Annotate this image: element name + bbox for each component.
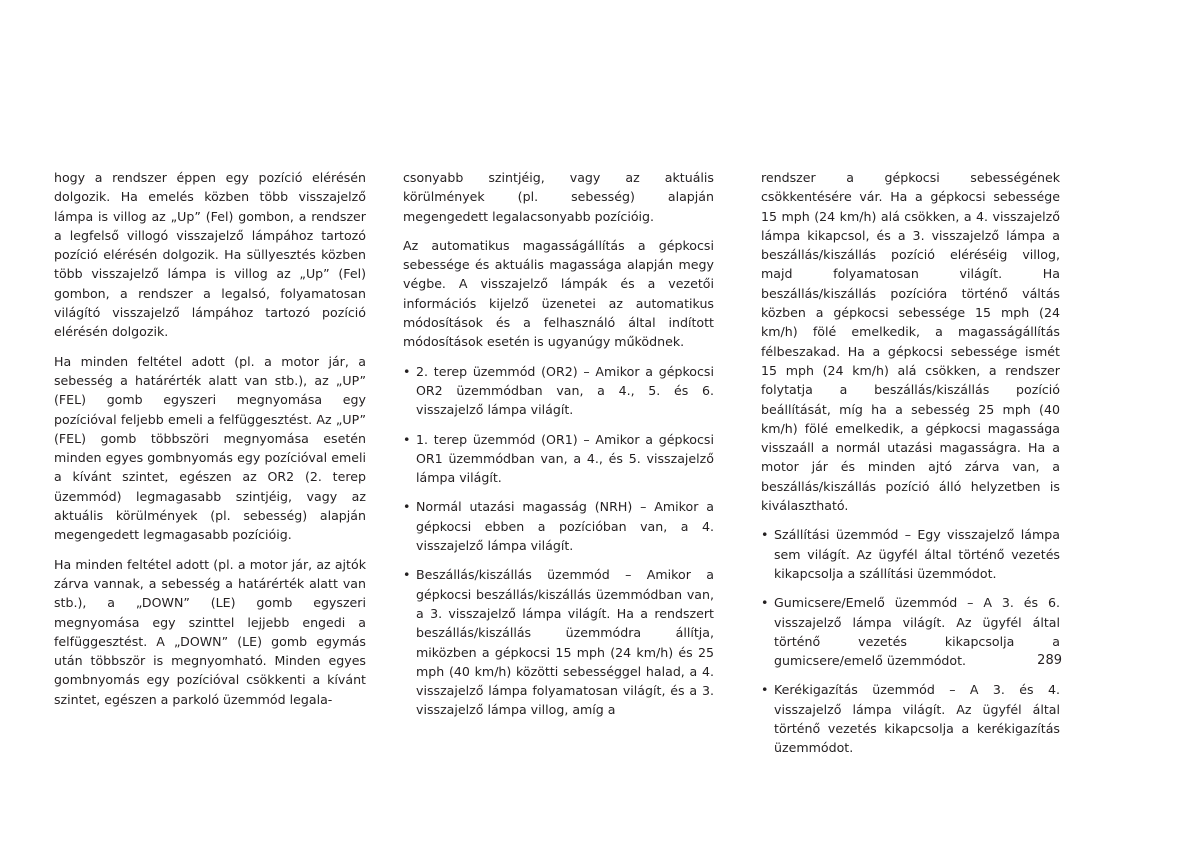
bullet-list [403,362,714,720]
list-item-text: 1. terep üzemmód (OR1) – Amikor a gépkocsi OR1 üzemmódban van, a 4., és 5. visszajelző lámpa világít. [416,431,714,486]
list-item [403,430,714,488]
bullet-icon: • [403,363,411,379]
list-item-text: Gumicsere/Emelő üzemmód – A 3. és 6. visszajelző lámpa világít. Az ügyfél által történő vezetés kikapcsolja a gumicsere/emelő üzemmódot. [774,595,1060,669]
list-item-text: 2. terep üzemmód (OR2) – Amikor a gépkocsi OR2 üzemmódban van, a 4., 5. és 6. visszajelző lámpa világít. [416,363,714,418]
bullet-icon: • [761,527,769,543]
bullet-icon: • [403,499,411,515]
paragraph: Ha minden feltétel adott (pl. a motor jár, az ajtók zárva vannak, a sebesség a határérték alatt van stb.), a „DOWN” (LE) gomb egyszeri megnyomása egy szinttel lejjebb engedi a felfüggesztést. A „DOWN” (LE) gomb egymás után többször is megnyomható. Minden egyes gombnyomás egy pozícióval csökkenti a kívánt szintet, egészen a parkoló üzemmód legala- [54,556,366,707]
paragraph: hogy a rendszer éppen egy pozíció elérésén dolgozik. Ha emelés közben több visszajelző lámpa is villog az „Up” (Fel) gombon, a rendszer a legfelső villogó visszajelző lámpához tartozó pozíció elérésén dolgozik. Ha süllyesztés közben több visszajelző lámpa is villog az „Up” (Fel) gombon, a rendszer a legalsó, folyamatosan világító visszajelző lámpához tartozó pozíció elérésén dolgozik. [54,170,366,340]
list-item-text: Normál utazási magasság (NRH) – Amikor a gépkocsi ebben a pozícióban van, a 4. visszajelző lámpa világít. [416,499,714,554]
list-item-text: Kerékigazítás üzemmód – A 3. és 4. visszajelző lámpa világít. Az ügyfél által történő vezetés kikapcsolja a kerékigazítás üzemmódot. [774,682,1060,756]
list-item [403,497,714,555]
text-column-right [761,168,1060,768]
bullet-icon: • [761,595,769,611]
bullet-icon: • [761,682,769,698]
paragraph: Az automatikus magasságállítás a gépkocsi sebessége és aktuális magassága alapján megy végbe. A visszajelző lámpák és a vezetői információs kijelző üzenetei az automatikus módosítások és a felhasználó által indított módosítások esetén is ugyanúgy működnek. [403,237,714,350]
text-column-left [54,168,366,719]
list-item-text: Beszállás/kiszállás üzemmód – Amikor a gépkocsi beszállás/kiszállás üzemmódban van, a 3. visszajelző lámpa világít. Ha a rendszert beszállás/kiszállás üzemmódra állítja, miközben a gépkocsi 15 mph (24 km/h) és 25 mph (40 km/h) közötti sebességgel halad, a 4. visszajelző lámpa folyamatosan világít, és a 3. visszajelző lámpa villog, amíg a [416,567,714,718]
list-item [403,565,714,719]
list-item [403,362,714,420]
bullet-icon: • [403,567,411,583]
list-item-text: Szállítási üzemmód – Egy visszajelző lámpa sem világít. Az ügyfél által történő vezetés kikapcsolja a szállítási üzemmódot. [774,527,1060,581]
page-number: 289 [1037,653,1062,668]
paragraph: Ha minden feltétel adott (pl. a motor jár, a sebesség a határérték alatt van stb.), az „UP” (FEL) gomb egyszeri megnyomása egy pozícióval feljebb emeli a felfüggesztést. Az „UP” (FEL) gomb többszöri megnyomása esetén minden egyes gombnyomás egy pozícióval emeli a kívánt szintet, egészen az OR2 (2. terep üzemmód) legmagasabb szintjéig, vagy az aktuális körülmények (pl. sebesség) alapján megengedett legmagasabb pozícióig. [54,353,366,543]
text-column-middle [403,168,714,730]
bullet-icon: • [403,431,411,447]
list-item [761,680,1060,757]
list-item [761,593,1060,670]
paragraph: csonyabb szintjéig, vagy az aktuális körülmények (pl. sebesség) alapján megengedett legalacsonyabb pozícióig. [403,170,714,224]
paragraph: rendszer a gépkocsi sebességének csökkentésére vár. Ha a gépkocsi sebessége 15 mph (24 km/h) alá csökken, a 4. visszajelző lámpa kikapcsol, és a 3. visszajelző lámpa a beszállás/kiszállás pozíció eléréséig villog, majd folyamatosan világít. Ha beszállás/kiszállás pozícióra történő váltás közben a gépkocsi sebessége 15 mph (24 km/h) fölé emelkedik, a magasságállítás félbeszakad. Ha a gépkocsi sebessége ismét 15 mph (24 km/h) alá csökken, a rendszer folytatja a beszállás/kiszállás pozíció beállítását, míg ha a sebesség 25 mph (40 km/h) fölé emelkedik, a gépkocsi magassága visszaáll a normál utazási magasságra. Ha a motor jár és minden ajtó zárva van, a beszállás/kiszállás pozíció álló helyzetben is kiválasztható. [761,170,1060,514]
list-item [761,525,1060,583]
bullet-list [761,525,1060,757]
